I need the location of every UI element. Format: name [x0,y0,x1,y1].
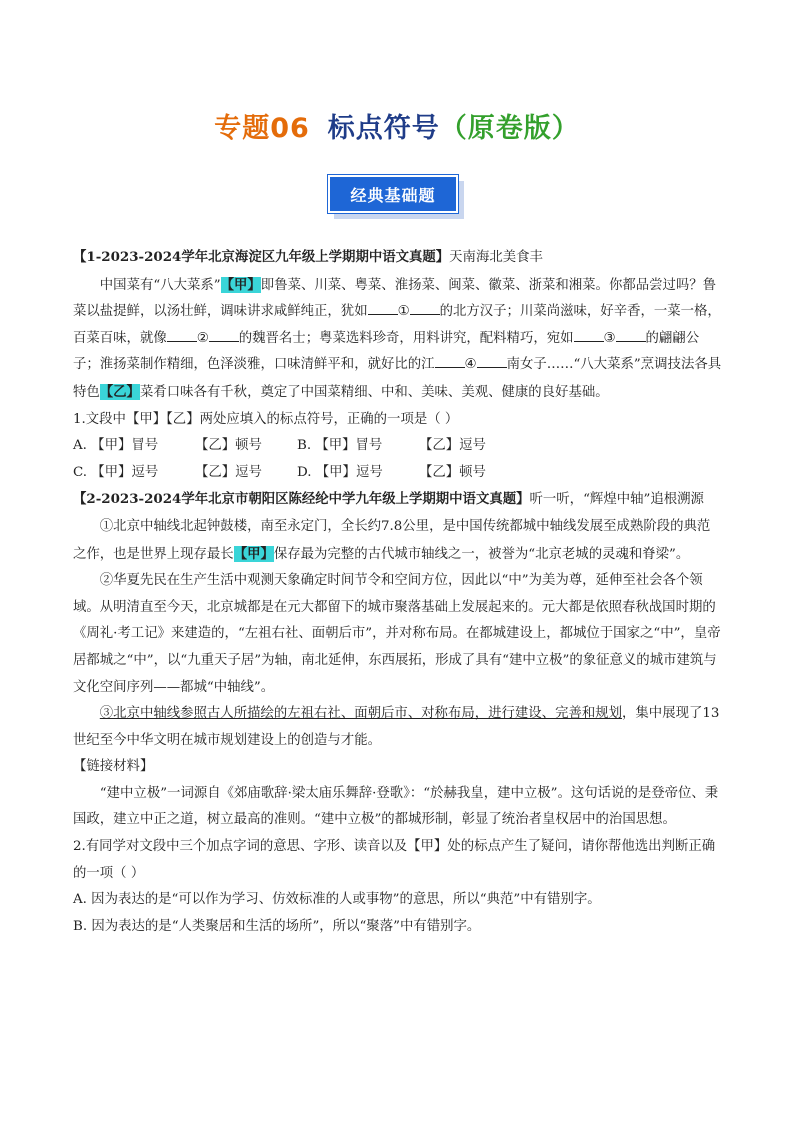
blank-number: ③ [603,330,616,346]
passage-text: 的北方汉子；川菜尚滋味，好辛香，一菜一格，百菜百味，就像 [73,304,721,346]
underlined-sentence: ③北京中轴线参照古人所描绘的左祖右社、面朝后市、对称布局，进行建设、完善和规划 [99,706,623,722]
q2-option-a[interactable]: A. 因为表达的是“可以作为学习、仿效标准的人或事物”的意思，所以“典范”中有错别字。 [73,892,601,908]
section-badge [328,175,466,219]
content-body [73,244,723,940]
q1-passage [73,272,723,407]
mark-yi: 【乙】 [99,383,140,400]
q1-options-row [73,460,723,487]
passage-text: 的魏晋名士；粤菜选料珍奇，用料讲究，配料精巧，宛如 [238,330,574,346]
passage-text: 南女子……“八大菜系”烹调技法各具特色 [73,357,722,400]
blank-number: ④ [464,357,477,373]
blank-line [616,327,646,342]
option-d-part1[interactable]: D. 【甲】逗号 [297,464,383,480]
blank-line [368,300,398,315]
blank-line [574,327,604,342]
q2-source-line [73,486,723,514]
option-a-part1[interactable]: A. 【甲】冒号 [73,438,159,454]
option-a-part2: 【乙】顿号 [195,438,262,454]
passage-text: 保存最为完整的古代城市轴线之一，被誉为“北京老城的灵魂和脊梁”。 [273,546,690,562]
title-version: （原卷版） [439,113,580,144]
blank-number: ② [196,330,209,346]
passage-text: 即鲁菜、川菜、粤菜、淮扬菜、闽菜、徽菜、浙菜和湘菜。你都品尝过吗？鲁菜以盐提鲜，以汤壮鲜，调味讲求咸鲜纯正，犹如 [73,277,717,320]
option-d-part2: 【乙】顿号 [419,464,486,480]
option-c-part2: 【乙】逗号 [195,464,262,480]
q1-question: 1.文段中【甲】【乙】两处应填入的标点符号，正确的一项是（ ） [73,411,459,427]
q2-topic: 听一听，“辉煌中轴”追根溯源 [529,492,704,508]
section-badge-label: 经典基础题 [328,175,458,213]
link-material-text: “建中立极”一词源自《郊庙歌辞·梁太庙乐舞辞·登歌》：“於赫我皇，建中立极”。这句话说的是登帝位、秉国政，建立中正之道，树立最高的准则。“建中立极”的都城形制，彰显了统治者皇权居中的治国思想。 [73,785,719,828]
passage-text: 菜肴口味各有千秋，奠定了中国菜精细、中和、美味、美观、健康的良好基础。 [139,384,609,400]
blank-line [209,327,239,342]
q1-source: 【1-2023-2024学年北京海淀区九年级上学期期中语文真题】 [73,249,450,265]
q2-paragraph-3 [73,701,723,754]
link-material-title: 【链接材料】 [73,759,154,775]
passage-text: ①北京中轴线北起钟鼓楼，南至永定门，全长约7.8公里，是中国传统都城中轴线发展至成熟阶段的典范之作，也是世界上现存最长 [73,518,711,562]
option-b-part1[interactable]: B. 【甲】冒号 [297,438,383,454]
q1-source-line [73,244,723,272]
title-topic-number: 专题06 [214,113,310,144]
passage-text: 中国菜有“八大菜系” [99,277,221,293]
q2-question: 2.有同学对文段中三个加点字词的意思、字形、读音以及【甲】处的标点产生了疑问，请你帮他选出判断正确的一项（ ） [73,839,716,881]
blank-number: ① [397,304,410,320]
blank-line [167,327,197,342]
mark-jia: 【甲】 [233,545,274,562]
q2-option-b[interactable]: B. 因为表达的是“人类聚居和生活的场所”，所以“聚落”中有错别字。 [73,918,481,934]
q1-topic: 天南海北美食丰 [449,250,543,265]
title-topic-name: 标点符号 [327,113,440,144]
q2-paragraph-1 [73,514,723,568]
blank-line [410,300,440,315]
q2-source: 【2-2023-2024学年北京市朝阳区陈经纶中学九年级上学期期中语文真题】 [73,491,530,508]
blank-line [435,353,465,368]
mark-jia: 【甲】 [220,276,261,293]
page-title [0,106,794,145]
passage-text: 的翩翩公子；淮扬菜制作精细，色泽淡雅，口味清鲜平和，就好比的江 [73,330,700,373]
blank-line [477,353,507,368]
q2-paragraph-2: ②华夏先民在生产生活中观测天象确定时间节令和空间方位，因此以“中”为美为尊，延伸至社会各个领域。从明清直至今天，北京城都是在元大都留下的城市聚落基础上发展起来的。元大都是依照春秋战国时期的《周礼·考工记》来建造的，“左祖右社、面朝后市”，并对称布局。在都城建设上，都城位于国家之“中”，皇帝居都城之“中”，以“九重天子居”为轴，南北延伸，东西展拓，形成了具有“建中立极”的象征意义的城市建筑与文化空间序列——都城“中轴线”。 [73,573,721,695]
passage-text: ，集中展现了13世纪至今中华文明在城市规划建设上的创造与才能。 [73,706,720,748]
q1-options-row [73,433,723,460]
option-b-part2: 【乙】逗号 [419,438,486,454]
option-c-part1[interactable]: C. 【甲】逗号 [73,464,159,480]
